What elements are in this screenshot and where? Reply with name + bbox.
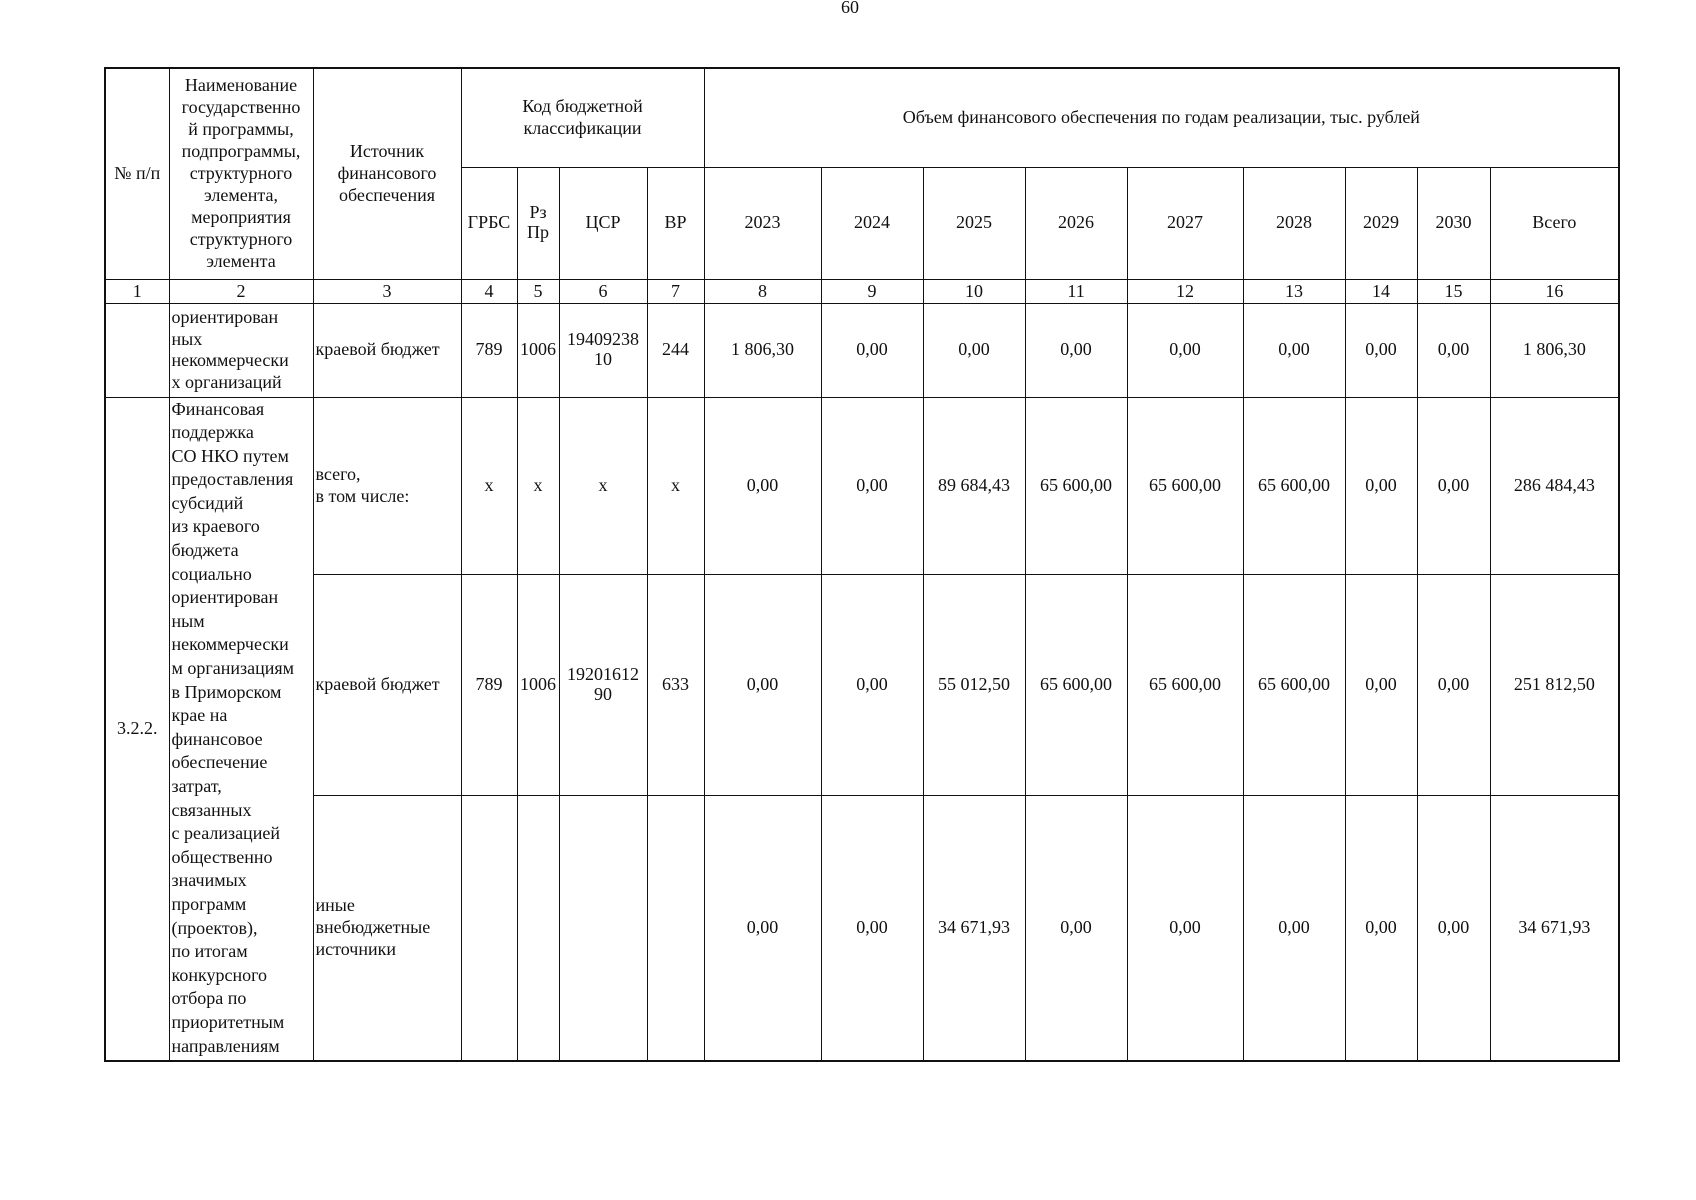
row-value: 65 600,00 (1127, 397, 1243, 574)
row-csr (559, 795, 647, 1061)
column-number: 15 (1417, 279, 1490, 303)
row-grbs: 789 (461, 303, 517, 397)
column-number: 16 (1490, 279, 1619, 303)
column-number: 9 (821, 279, 923, 303)
row-value: 0,00 (1243, 303, 1345, 397)
row-vr: х (647, 397, 704, 574)
table-row-continued (105, 303, 1619, 397)
row-value: 0,00 (821, 795, 923, 1061)
header-year: 2026 (1025, 167, 1127, 279)
header-year: 2023 (704, 167, 821, 279)
row-value: 0,00 (1345, 795, 1417, 1061)
column-number: 7 (647, 279, 704, 303)
row-value: 89 684,43 (923, 397, 1025, 574)
row-value: 0,00 (821, 303, 923, 397)
column-number: 6 (559, 279, 647, 303)
budget-table (104, 67, 1620, 1062)
column-number: 14 (1345, 279, 1417, 303)
item-name: Финансовая поддержка СО НКО путем предоставления субсидий из краевого бюджета социально ориентирован ным некоммерчески м организациям в Приморском крае на финансовое обеспечение затрат, связанных с реализацией общественно значимых программ (проектов), по итогам конкурсного отбора по приоритетным направлениям (169, 397, 313, 1061)
header-grbs: ГРБС (461, 167, 517, 279)
header-year: 2025 (923, 167, 1025, 279)
column-number: 8 (704, 279, 821, 303)
row-source: иные внебюджетные источники (313, 795, 461, 1061)
row-value: 65 600,00 (1025, 574, 1127, 795)
row-value: 0,00 (1417, 397, 1490, 574)
row-name: ориентирован ных некоммерчески х организаций (169, 303, 313, 397)
header-row-1 (105, 68, 1619, 167)
column-number: 5 (517, 279, 559, 303)
row-value: 65 600,00 (1243, 574, 1345, 795)
row-csr: 19409238 10 (559, 303, 647, 397)
row-rzpr: 1006 (517, 574, 559, 795)
row-value: 0,00 (1345, 397, 1417, 574)
row-value: 0,00 (1417, 303, 1490, 397)
row-value: 0,00 (1025, 303, 1127, 397)
row-csr: х (559, 397, 647, 574)
table-row-item-regional (105, 574, 1619, 795)
row-value: 0,00 (1417, 574, 1490, 795)
row-grbs: 789 (461, 574, 517, 795)
row-num (105, 303, 169, 397)
header-volume-group: Объем финансового обеспечения по годам реализации, тыс. рублей (704, 68, 1619, 167)
column-number: 10 (923, 279, 1025, 303)
column-number: 3 (313, 279, 461, 303)
header-source: Источник финансового обеспечения (313, 68, 461, 279)
header-code-group: Код бюджетной классификации (461, 68, 704, 167)
row-csr: 19201612 90 (559, 574, 647, 795)
header-year: 2030 (1417, 167, 1490, 279)
header-num: № п/п (105, 68, 169, 279)
row-value: 0,00 (1127, 303, 1243, 397)
row-rzpr: х (517, 397, 559, 574)
column-number: 11 (1025, 279, 1127, 303)
header-year: 2024 (821, 167, 923, 279)
header-year: 2027 (1127, 167, 1243, 279)
row-grbs (461, 795, 517, 1061)
row-value: 0,00 (1025, 795, 1127, 1061)
row-vr: 244 (647, 303, 704, 397)
column-number: 4 (461, 279, 517, 303)
row-vr: 633 (647, 574, 704, 795)
header-csr: ЦСР (559, 167, 647, 279)
row-source: всего, в том числе: (313, 397, 461, 574)
row-value: 0,00 (1417, 795, 1490, 1061)
row-rzpr (517, 795, 559, 1061)
row-value: 0,00 (1345, 303, 1417, 397)
row-grbs: х (461, 397, 517, 574)
header-year: 2028 (1243, 167, 1345, 279)
row-value: 0,00 (1345, 574, 1417, 795)
row-value: 34 671,93 (923, 795, 1025, 1061)
header-vr: ВР (647, 167, 704, 279)
column-number: 2 (169, 279, 313, 303)
row-value: 0,00 (821, 574, 923, 795)
row-source: краевой бюджет (313, 574, 461, 795)
row-value: 0,00 (1127, 795, 1243, 1061)
row-total: 34 671,93 (1490, 795, 1619, 1061)
row-value: 0,00 (821, 397, 923, 574)
row-value: 65 600,00 (1127, 574, 1243, 795)
row-value: 0,00 (1243, 795, 1345, 1061)
header-name: Наименование государственно й программы, подпрограммы, структурного элемента, мероприятия структурного элемента (169, 68, 313, 279)
header-total: Всего (1490, 167, 1619, 279)
column-number: 12 (1127, 279, 1243, 303)
column-number: 13 (1243, 279, 1345, 303)
column-number: 1 (105, 279, 169, 303)
table-row-item-total (105, 397, 1619, 574)
row-value: 0,00 (704, 574, 821, 795)
row-total: 1 806,30 (1490, 303, 1619, 397)
row-value: 1 806,30 (704, 303, 821, 397)
column-number-row (105, 279, 1619, 303)
row-total: 251 812,50 (1490, 574, 1619, 795)
row-value: 0,00 (704, 795, 821, 1061)
row-rzpr: 1006 (517, 303, 559, 397)
page-number: 60 (841, 0, 859, 14)
table-row-item-other (105, 795, 1619, 1061)
row-value: 0,00 (923, 303, 1025, 397)
row-value: 65 600,00 (1025, 397, 1127, 574)
row-value: 0,00 (704, 397, 821, 574)
row-total: 286 484,43 (1490, 397, 1619, 574)
header-year: 2029 (1345, 167, 1417, 279)
row-source: краевой бюджет (313, 303, 461, 397)
row-value: 55 012,50 (923, 574, 1025, 795)
item-num: 3.2.2. (105, 397, 169, 1061)
row-value: 65 600,00 (1243, 397, 1345, 574)
row-vr (647, 795, 704, 1061)
header-rzpr: Рз Пр (517, 167, 559, 279)
